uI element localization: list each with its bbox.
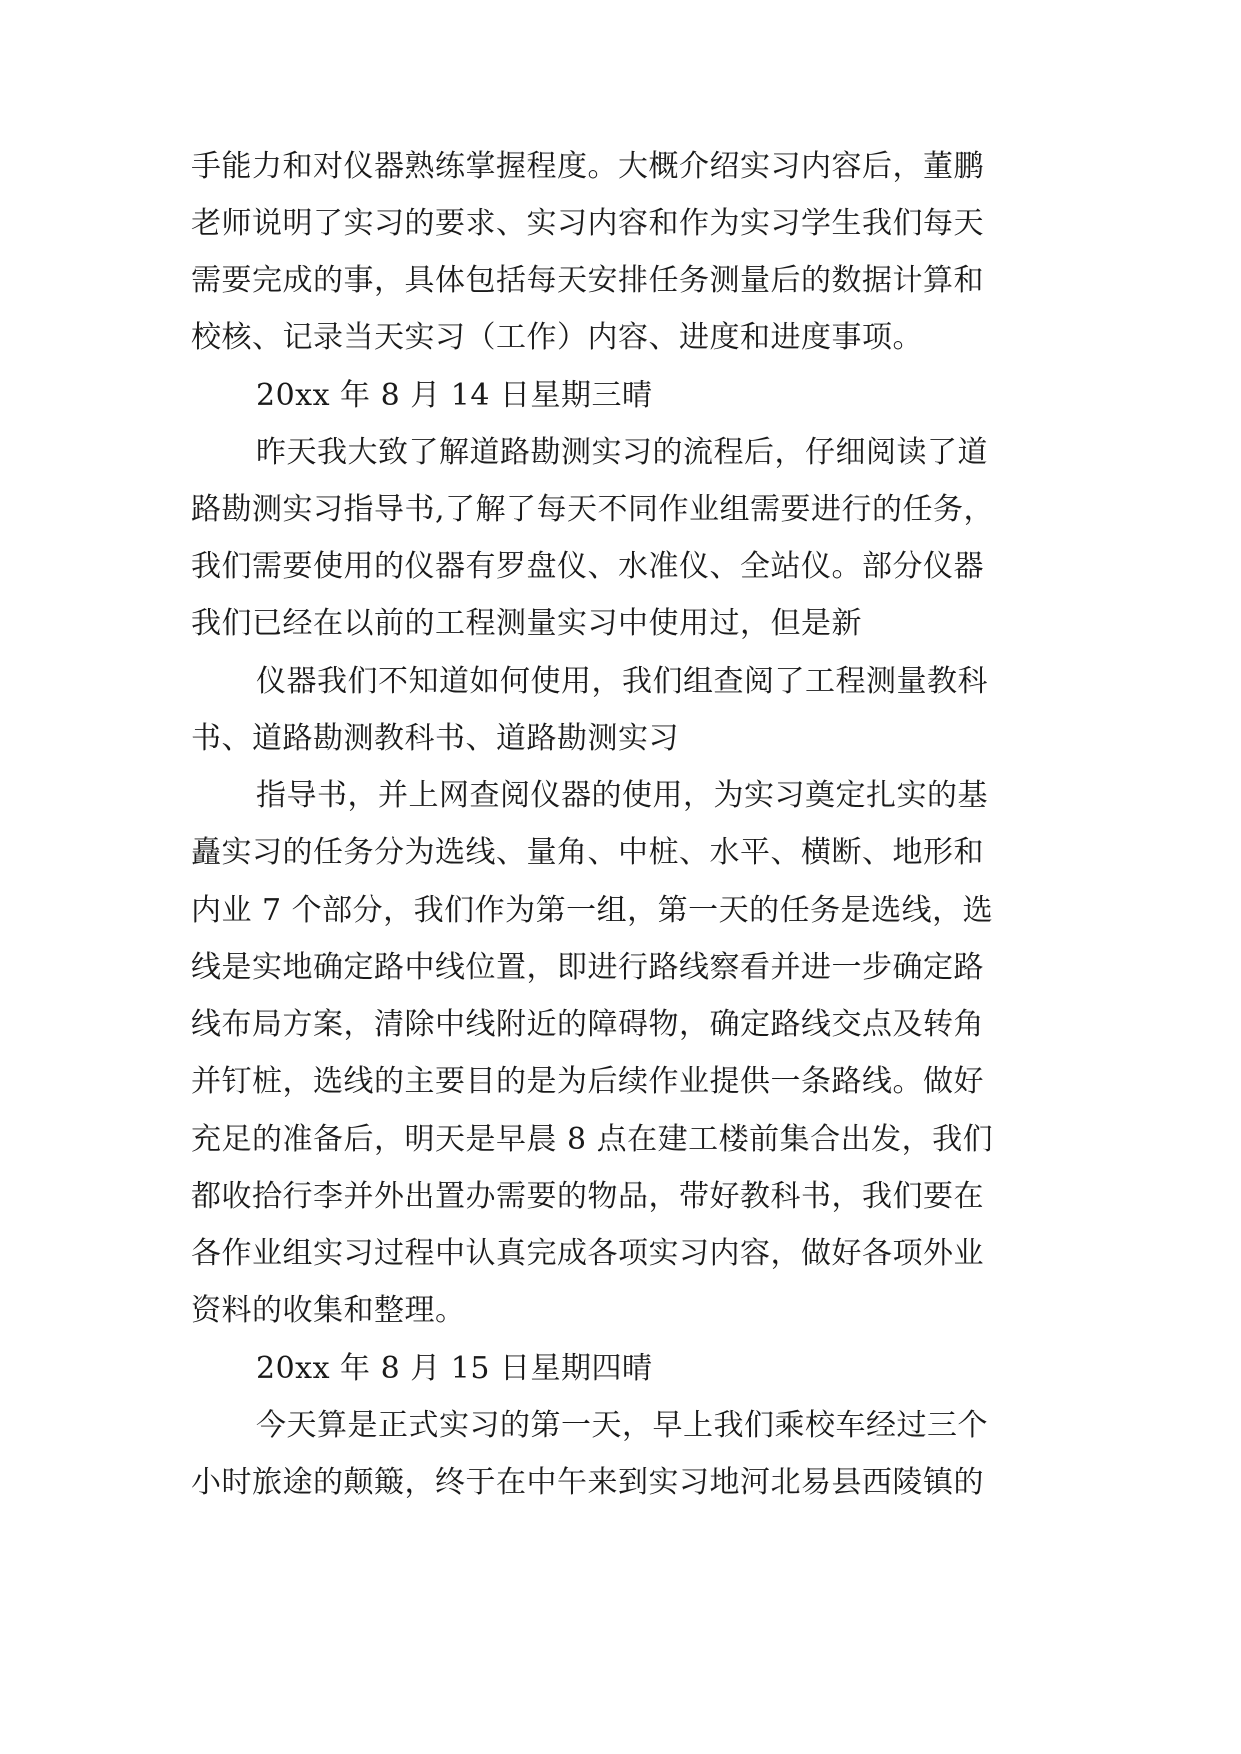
paragraph-line: 我们需要使用的仪器有罗盘仪、水准仪、全站仪。部分仪器 bbox=[191, 549, 984, 584]
paragraph-line: 今天算是正式实习的第一天，早上我们乘校车经过三个 bbox=[256, 1408, 988, 1443]
paragraph-line: 各作业组实习过程中认真完成各项实习内容，做好各项外业 bbox=[191, 1236, 984, 1271]
paragraph-line: 并钉桩，选线的主要目的是为后续作业提供一条路线。做好 bbox=[191, 1064, 984, 1099]
paragraph-line: 需要完成的事，具体包括每天安排任务测量后的数据计算和 bbox=[191, 263, 984, 298]
paragraph-line: 充足的准备后，明天是早晨 8 点在建工楼前集合出发，我们 bbox=[191, 1122, 994, 1157]
paragraph-line: 昨天我大致了解道路勘测实习的流程后，仔细阅读了道 bbox=[256, 435, 988, 470]
paragraph-line: 线布局方案，清除中线附近的障碍物，确定路线交点及转角 bbox=[191, 1007, 984, 1042]
paragraph-line: 内业 7 个部分，我们作为第一组，第一天的任务是选线，选 bbox=[191, 893, 994, 928]
paragraph-line: 老师说明了实习的要求、实习内容和作为实习学生我们每天 bbox=[191, 206, 984, 241]
paragraph-line: 书、道路勘测教科书、道路勘测实习 bbox=[191, 721, 679, 756]
paragraph-line: 仪器我们不知道如何使用，我们组查阅了工程测量教科 bbox=[256, 664, 988, 699]
paragraph-line: 小时旅途的颠簸，终于在中午来到实习地河北易县西陵镇的 bbox=[191, 1465, 984, 1500]
paragraph-line: 校核、记录当天实习（工作）内容、进度和进度事项。 bbox=[191, 320, 923, 355]
paragraph-line: 线是实地确定路中线位置，即进行路线察看并进一步确定路 bbox=[191, 950, 984, 985]
paragraph-line: 我们已经在以前的工程测量实习中使用过，但是新 bbox=[191, 606, 862, 641]
date-heading: 20xx 年 8 月 14 日星期三晴 bbox=[256, 378, 653, 413]
paragraph-line: 都收拾行李并外出置办需要的物品，带好教科书，我们要在 bbox=[191, 1179, 984, 1214]
paragraph-line: 手能力和对仪器熟练掌握程度。大概介绍实习内容后，董鹏 bbox=[191, 149, 984, 184]
paragraph-line: 指导书，并上网查阅仪器的使用，为实习奠定扎实的基 bbox=[256, 778, 988, 813]
paragraph-line: 资料的收集和整理。 bbox=[191, 1293, 466, 1328]
paragraph-line: 矗实习的任务分为选线、量角、中桩、水平、横断、地形和 bbox=[191, 835, 984, 870]
date-heading: 20xx 年 8 月 15 日星期四晴 bbox=[256, 1351, 653, 1386]
paragraph-line: 路勘测实习指导书,了解了每天不同作业组需要进行的任务， bbox=[191, 492, 995, 527]
